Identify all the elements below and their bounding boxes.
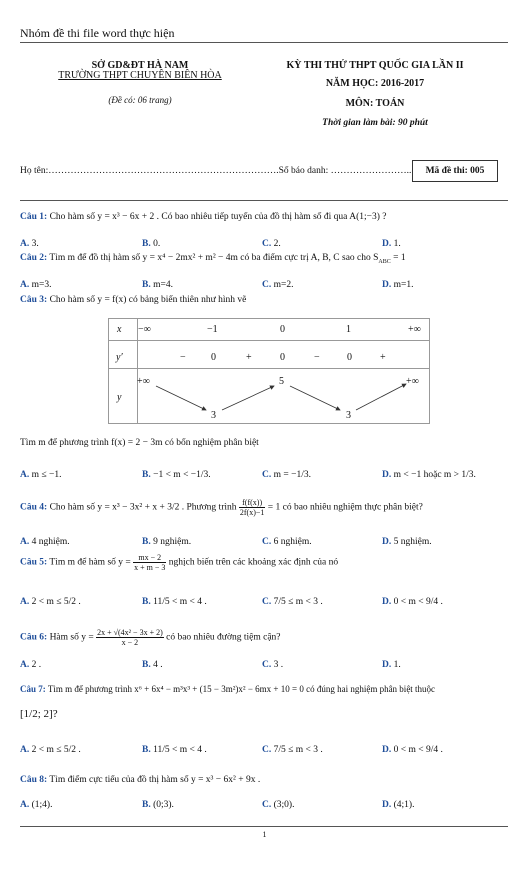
page-count: (Đề có: 06 trang) bbox=[108, 95, 172, 105]
option-letter: A. bbox=[20, 745, 30, 755]
q4-option-a: A. 4 nghiệm. bbox=[20, 537, 70, 547]
option-letter: B. bbox=[142, 660, 151, 670]
vt-y-min: 3 bbox=[346, 410, 351, 421]
frac-denominator: x − 2 bbox=[121, 638, 139, 647]
option-letter: C. bbox=[262, 239, 272, 249]
question-text-end: có bao nhiêu đường tiệm cận? bbox=[166, 632, 281, 643]
q4-option-d: D. 5 nghiệm. bbox=[382, 537, 432, 547]
vt-sign: + bbox=[246, 352, 252, 363]
header-rule bbox=[20, 42, 508, 43]
question-label: Câu 6: bbox=[20, 632, 48, 643]
vt-zero: 0 bbox=[347, 352, 352, 363]
question-text: Cho hàm số y = x³ − 3x² + x + 3/2 . Phương trình bbox=[49, 502, 237, 513]
option-letter: C. bbox=[262, 280, 272, 290]
question-label: Câu 8: bbox=[20, 775, 48, 785]
school-name: TRƯỜNG THPT CHUYÊN BIÊN HÒA bbox=[58, 70, 222, 81]
option-letter: B. bbox=[142, 280, 151, 290]
vt-sign: + bbox=[380, 352, 386, 363]
question-subscript: ABC bbox=[378, 258, 391, 265]
question-2 bbox=[20, 253, 510, 265]
option-letter: D. bbox=[382, 280, 392, 290]
q5-option-a: A. 2 < m ≤ 5/2 . bbox=[20, 597, 81, 607]
option-letter: D. bbox=[382, 660, 392, 670]
vt-y-min: 3 bbox=[211, 410, 216, 421]
option-letter: C. bbox=[262, 597, 272, 607]
vt-y-label: y bbox=[117, 392, 122, 403]
option-letter: B. bbox=[142, 470, 151, 480]
option-letter: A. bbox=[20, 660, 30, 670]
q4-option-c: C. 6 nghiệm. bbox=[262, 537, 312, 547]
question-text: Hàm số y = bbox=[49, 632, 94, 643]
question-4 bbox=[20, 498, 510, 517]
option-letter: C. bbox=[262, 537, 272, 547]
divider bbox=[20, 200, 508, 201]
option-letter: A. bbox=[20, 537, 30, 547]
frac-numerator: f(f(x)) bbox=[239, 498, 266, 508]
option-letter: B. bbox=[142, 239, 151, 249]
option-letter: A. bbox=[20, 239, 30, 249]
q6-option-d: D. 1. bbox=[382, 660, 401, 670]
q2-option-b: B. m=4. bbox=[142, 280, 173, 290]
option-letter: C. bbox=[262, 470, 272, 480]
exam-title: KỲ THI THỬ THPT QUỐC GIA LẦN II bbox=[286, 60, 464, 71]
frac-denominator: 2f(x)−1 bbox=[239, 508, 265, 517]
question-label: Câu 7: bbox=[20, 684, 46, 694]
q8-option-d: D. (4;1). bbox=[382, 800, 415, 810]
vt-x-value: −1 bbox=[207, 324, 218, 335]
q4-option-b: B. 9 nghiệm. bbox=[142, 537, 192, 547]
vt-zero: 0 bbox=[211, 352, 216, 363]
q1-option-a: A. 3. bbox=[20, 239, 39, 249]
vt-y-right: +∞ bbox=[406, 376, 419, 387]
frac-denominator: x + m − 3 bbox=[134, 563, 166, 572]
arrow-up bbox=[222, 386, 274, 410]
question-text: Cho hàm số y = x³ − 6x + 2 . Có bao nhiêu tiếp tuyến của đồ thị hàm số đi qua A(1;−3) ? bbox=[49, 212, 387, 222]
vt-x-label: x bbox=[117, 324, 122, 335]
frac-numerator: mx − 2 bbox=[133, 553, 166, 563]
vt-y-left: +∞ bbox=[137, 376, 150, 387]
question-7-interval: [1/2; 2]? bbox=[20, 708, 58, 720]
q3-option-a: A. m ≤ −1. bbox=[20, 470, 62, 480]
question-label: Câu 3: bbox=[20, 295, 48, 305]
question-text: Cho hàm số y = f(x) có bảng biến thiên như hình vẽ bbox=[49, 295, 247, 305]
question-text: Tìm điểm cực tiểu của đồ thị hàm số y = x³ − 6x² + 9x . bbox=[49, 775, 261, 785]
top-note: Nhóm đề thi file word thực hiện bbox=[20, 26, 175, 40]
vt-x-pos-inf: +∞ bbox=[408, 324, 421, 335]
option-letter: B. bbox=[142, 745, 151, 755]
vt-x-value: 0 bbox=[280, 324, 285, 335]
exam-code-box: Mã đề thi: 005 bbox=[412, 160, 498, 182]
option-letter: A. bbox=[20, 800, 30, 810]
option-letter: C. bbox=[262, 800, 272, 810]
option-letter: B. bbox=[142, 597, 151, 607]
q1-option-d: D. 1. bbox=[382, 239, 401, 249]
question-label: Câu 5: bbox=[20, 557, 48, 568]
q7-option-a: A. 2 < m ≤ 5/2 . bbox=[20, 745, 81, 755]
option-letter: D. bbox=[382, 470, 392, 480]
q3-option-c: C. m = −1/3. bbox=[262, 470, 311, 480]
q2-option-d: D. m=1. bbox=[382, 280, 414, 290]
question-8 bbox=[20, 775, 510, 785]
q6-option-c: C. 3 . bbox=[262, 660, 284, 670]
q5-option-b: B. 11/5 < m < 4 . bbox=[142, 597, 207, 607]
q3-option-b: B. −1 < m < −1/3. bbox=[142, 470, 211, 480]
q7-option-c: C. 7/5 ≤ m < 3 . bbox=[262, 745, 323, 755]
q7-option-b: B. 11/5 < m < 4 . bbox=[142, 745, 207, 755]
footer-rule bbox=[20, 826, 508, 827]
q6-option-a: A. 2 . bbox=[20, 660, 42, 670]
question-text-end: = 1 có bao nhiêu nghiệm thực phân biệt? bbox=[267, 502, 423, 513]
q2-option-c: C. m=2. bbox=[262, 280, 294, 290]
q5-option-c: C. 7/5 ≤ m < 3 . bbox=[262, 597, 323, 607]
question-text-end: = 1 bbox=[390, 253, 406, 263]
question-3 bbox=[20, 295, 510, 305]
vt-arrows bbox=[108, 318, 430, 424]
question-6 bbox=[20, 628, 510, 647]
department: SỞ GD&ĐT HÀ NAM bbox=[91, 60, 189, 71]
option-letter: C. bbox=[262, 745, 272, 755]
frac-numerator: 2x + √(4x² − 3x + 2) bbox=[97, 628, 163, 637]
vt-y-max: 5 bbox=[279, 376, 284, 387]
vt-x-neg-inf: −∞ bbox=[138, 324, 151, 335]
page-number: 1 bbox=[262, 830, 267, 839]
vt-sign: − bbox=[180, 352, 186, 363]
option-letter: A. bbox=[20, 280, 30, 290]
q5-option-d: D. 0 < m < 9/4 . bbox=[382, 597, 443, 607]
vt-sign: − bbox=[314, 352, 320, 363]
question-label: Câu 2: bbox=[20, 253, 48, 263]
q1-option-b: B. 0. bbox=[142, 239, 161, 249]
vt-x-value: 1 bbox=[346, 324, 351, 335]
question-text-end: nghịch biến trên các khoảng xác định của nó bbox=[168, 557, 339, 568]
q2-option-a: A. m=3. bbox=[20, 280, 52, 290]
q8-option-c: C. (3;0). bbox=[262, 800, 295, 810]
exam-time: Thời gian làm bài: 90 phút bbox=[322, 118, 428, 128]
q3-option-d: D. m < −1 hoặc m > 1/3. bbox=[382, 470, 476, 480]
question-7 bbox=[20, 684, 510, 694]
question-text: Tìm m để phương trình x⁶ + 6x⁴ − m³x³ + (15 − 3m²)x² − 6mx + 10 = 0 có đúng hai nghiệm phân biệt thuộc bbox=[47, 684, 436, 694]
option-letter: D. bbox=[382, 239, 392, 249]
vt-dy-label: y′ bbox=[116, 352, 123, 363]
question-1 bbox=[20, 212, 510, 222]
option-letter: D. bbox=[382, 800, 392, 810]
question-3-followup: Tìm m để phương trình f(x) = 2 − 3m có bốn nghiệm phân biệt bbox=[20, 438, 259, 448]
option-letter: A. bbox=[20, 597, 30, 607]
arrow-down bbox=[290, 386, 340, 410]
option-letter: B. bbox=[142, 800, 151, 810]
q6-option-b: B. 4 . bbox=[142, 660, 163, 670]
question-text: Tìm m để hàm số y = bbox=[49, 557, 131, 568]
question-text: Tìm m để đồ thị hàm số y = x⁴ − 2mx² + m² − 4m có ba điểm cực trị A, B, C sao cho S bbox=[49, 253, 379, 263]
name-line: Họ tên:……………………………………………………………….Số báo danh: …………………….. bbox=[20, 166, 412, 176]
school-year: NĂM HỌC: 2016-2017 bbox=[325, 78, 425, 89]
arrow-down bbox=[156, 386, 206, 410]
q8-option-b: B. (0;3). bbox=[142, 800, 174, 810]
option-letter: A. bbox=[20, 470, 30, 480]
option-letter: D. bbox=[382, 537, 392, 547]
vt-zero: 0 bbox=[280, 352, 285, 363]
fraction bbox=[239, 498, 266, 517]
question-5 bbox=[20, 553, 510, 572]
question-label: Câu 4: bbox=[20, 502, 48, 513]
option-letter: D. bbox=[382, 597, 392, 607]
subject: MÔN: TOÁN bbox=[345, 98, 405, 109]
arrow-up bbox=[356, 384, 406, 410]
option-letter: D. bbox=[382, 745, 392, 755]
option-letter: B. bbox=[142, 537, 151, 547]
q1-option-c: C. 2. bbox=[262, 239, 281, 249]
q7-option-d: D. 0 < m < 9/4 . bbox=[382, 745, 443, 755]
fraction bbox=[133, 553, 166, 572]
question-label: Câu 1: bbox=[20, 212, 48, 222]
q8-option-a: A. (1;4). bbox=[20, 800, 53, 810]
fraction bbox=[96, 628, 164, 647]
option-letter: C. bbox=[262, 660, 272, 670]
